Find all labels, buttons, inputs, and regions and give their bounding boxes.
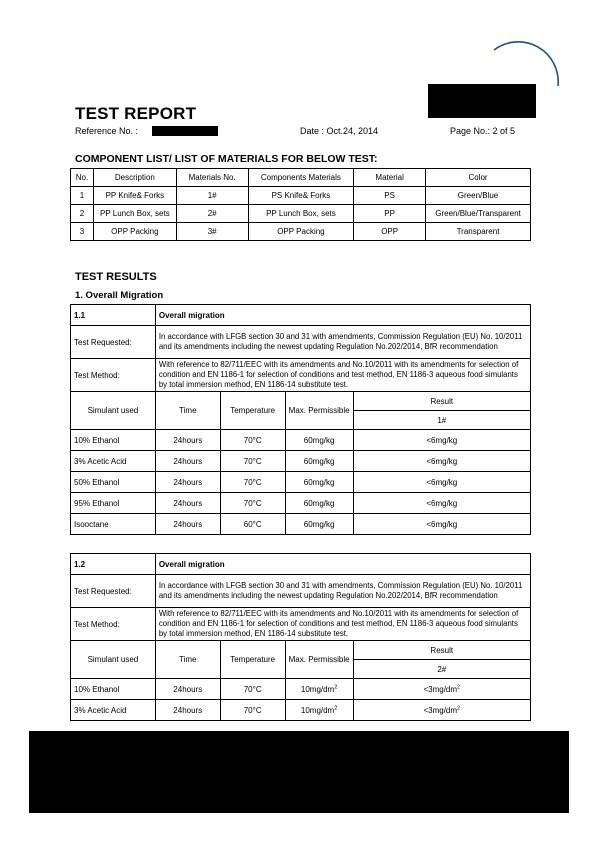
table-cell: <6mg/kg [353,472,530,493]
table-cell: 3 [71,223,94,241]
block-name: Overall migration [155,554,530,575]
table-cell: Green/Blue/Transparent [426,205,531,223]
column-header: Material [354,169,426,187]
migration-table-1-1 [70,304,531,535]
table-row [71,641,531,660]
table-row [71,205,531,223]
test-requested-text: In accordance with LFGB section 30 and 31 with amendments, Commission Regulation (EU) No. 10/2011 and its amendments including the newest updating Regulation No.202/2014, BfR recommendation [155,326,530,359]
table-row [71,305,531,326]
table-cell: 24hours [155,472,220,493]
test-requested-label: Test Requested: [71,326,156,359]
col-temperature: Temperature [220,641,285,679]
result-value: <3mg/dm [423,684,458,694]
table-cell: PP [354,205,426,223]
table-cell [353,679,530,700]
max-value: 10mg/dm [300,684,335,694]
table-row [71,359,531,392]
sample-number: 2# [353,660,530,679]
table-cell: 24hours [155,430,220,451]
table-cell: 70°C [220,472,285,493]
table-cell: PP Lunch Box, sets [248,205,354,223]
table-cell: 70°C [220,430,285,451]
table-cell: <6mg/kg [353,493,530,514]
table-row [71,392,531,411]
table-cell: OPP Packing [93,223,176,241]
table-row [71,575,531,608]
redacted-reference-number [152,126,218,136]
col-simulant: Simulant used [71,641,156,679]
table-cell: 70°C [220,493,285,514]
column-header: Components Materials [248,169,354,187]
table-cell: <6mg/kg [353,430,530,451]
table-cell: 60mg/kg [285,514,353,535]
column-header: Description [93,169,176,187]
table-cell: Transparent [426,223,531,241]
table-cell: <6mg/kg [353,451,530,472]
col-time: Time [155,641,220,679]
table-cell: 70°C [220,700,285,721]
table-cell: 24hours [155,679,220,700]
table-cell: 10% Ethanol [71,679,156,700]
table-cell: 2 [71,205,94,223]
component-table [70,168,531,241]
test-requested-label: Test Requested: [71,575,156,608]
table-cell: OPP Packing [248,223,354,241]
table-cell: 2# [176,205,248,223]
column-header: Materials No. [176,169,248,187]
table-cell [285,679,353,700]
table-row [71,679,531,700]
table-cell: <6mg/kg [353,514,530,535]
col-time: Time [155,392,220,430]
page-number: Page No.: 2 of 5 [450,126,516,136]
table-cell: 10% Ethanol [71,430,156,451]
superscript: 2 [457,683,461,690]
table-cell: Isooctane [71,514,156,535]
table-cell: 3% Acetic Acid [71,700,156,721]
col-result: Result [353,641,530,660]
table-cell: PS [354,187,426,205]
table-row [71,451,531,472]
test-method-text: With reference to 82/711/EEC with its amendments and No.10/2011 with its amendments for selection of condition and EN 1186-1 for selection of conditions and test method, EN 1186-3 aqueous food simulants by total immersion method, EN 1186-14 substitute test. [155,359,530,392]
col-max-permissible: Max. Permissible [285,641,353,679]
test-method-label: Test Method: [71,359,156,392]
migration-table-1-2 [70,553,531,721]
block-id: 1.2 [71,554,156,575]
table-row [71,326,531,359]
table-cell: 70°C [220,679,285,700]
redacted-footer [29,731,569,813]
table-cell: OPP [354,223,426,241]
reference-label: Reference No. : [75,126,139,136]
table-cell: 70°C [220,451,285,472]
table-cell: 95% Ethanol [71,493,156,514]
table-cell [353,700,530,721]
table-cell: 60mg/kg [285,472,353,493]
report-date: Date : Oct.24, 2014 [300,126,379,136]
result-value: <3mg/dm [423,705,458,715]
column-header: No. [71,169,94,187]
table-row [71,472,531,493]
test-requested-text: In accordance with LFGB section 30 and 31 with amendments, Commission Regulation (EU) No. 10/2011 and its amendments including the newest updating Regulation No.202/2014, BfR recommendation [155,575,530,608]
test-results-heading: TEST RESULTS [75,271,157,283]
table-cell: 1# [176,187,248,205]
table-row [71,430,531,451]
column-header: Color [426,169,531,187]
table-cell: 24hours [155,493,220,514]
table-cell: PP Lunch Box, sets [93,205,176,223]
table-row [71,514,531,535]
table-cell: 24hours [155,451,220,472]
col-max-permissible: Max. Permissible [285,392,353,430]
test-method-label: Test Method: [71,608,156,641]
superscript: 2 [457,704,461,711]
table-cell: PS Knife& Forks [248,187,354,205]
table-row [71,493,531,514]
table-row [71,223,531,241]
table-cell: 60mg/kg [285,430,353,451]
table-cell: PP Knife& Forks [93,187,176,205]
table-cell: 3# [176,223,248,241]
table-cell: 24hours [155,700,220,721]
test-method-text: With reference to 82/711/EEC with its amendments and No.10/2011 with its amendments for selection of condition and EN 1186-1 for selection of conditions and test method, EN 1186-3 aqueous food simulants by total immersion method, EN 1186-14 substitute test. [155,608,530,641]
block-id: 1.1 [71,305,156,326]
component-list-heading: COMPONENT LIST/ LIST OF MATERIALS FOR BELOW TEST: [75,153,378,165]
table-cell: 60mg/kg [285,493,353,514]
table-row [71,608,531,641]
overall-migration-heading: 1. Overall Migration [75,290,164,301]
table-row [71,554,531,575]
redacted-logo [428,84,536,118]
table-cell: 3% Acetic Acid [71,451,156,472]
col-temperature: Temperature [220,392,285,430]
table-cell: 60mg/kg [285,451,353,472]
table-cell: 60°C [220,514,285,535]
table-cell: 24hours [155,514,220,535]
superscript: 2 [334,704,338,711]
max-value: 10mg/dm [300,705,335,715]
block-name: Overall migration [155,305,530,326]
table-cell [285,700,353,721]
superscript: 2 [334,683,338,690]
col-result: Result [353,392,530,411]
table-cell: 50% Ethanol [71,472,156,493]
table-cell: 1 [71,187,94,205]
table-row [71,700,531,721]
table-cell: Green/Blue [426,187,531,205]
sample-number: 1# [353,411,530,430]
report-title: TEST REPORT [75,104,197,123]
table-row [71,187,531,205]
col-simulant: Simulant used [71,392,156,430]
component-table-header [71,169,531,187]
